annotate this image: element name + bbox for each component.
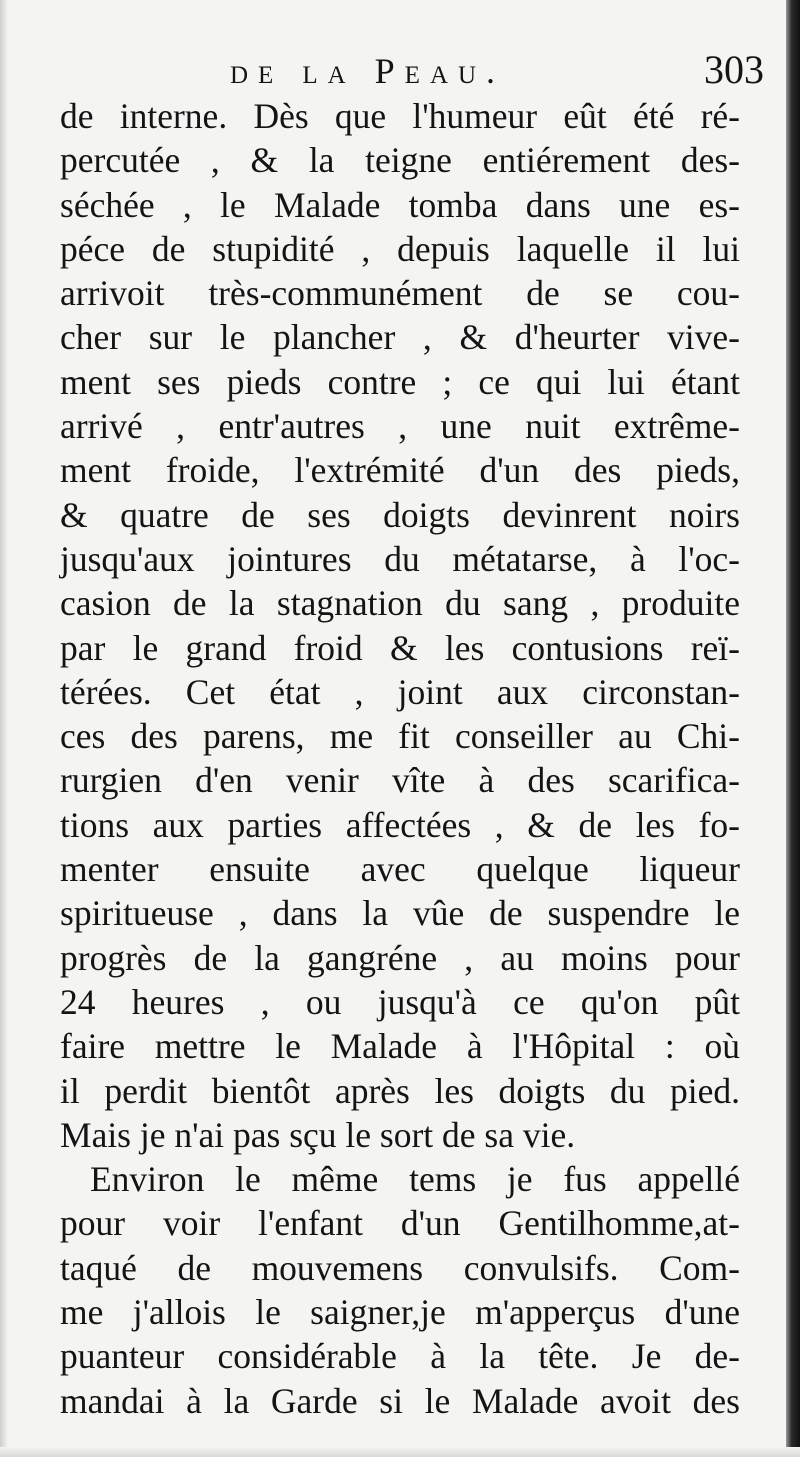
text-line: progrès de la gangréne , au moins pour [60, 937, 740, 978]
text-line: ment ses pieds contre ; ce qui lui étant [60, 361, 740, 402]
page-bottom-shadow [0, 1447, 800, 1457]
text-line: arrivé , entr'autres , une nuit extrême- [60, 406, 740, 447]
paragraph-start-line: Environ le même tems je fus appellé [90, 1159, 740, 1200]
text-line: puanteur considérable à la tête. Je de- [60, 1336, 740, 1377]
text-line: cher sur le plancher , & d'heurter vive- [60, 317, 740, 358]
page-number: 303 [704, 47, 764, 92]
text-line: ces des parens, me fit conseiller au Chi- [60, 716, 740, 757]
text-line: pour voir l'enfant d'un Gentilhomme,at- [60, 1203, 740, 1244]
text-line: taqué de mouvemens convulsifs. Com- [60, 1247, 740, 1288]
body-text [60, 94, 740, 1423]
text-line: mandai à la Garde si le Malade avoit des [60, 1380, 740, 1421]
text-line: par le grand froid & les contusions reï- [60, 627, 740, 668]
paragraph-end-line: Mais je n'ai pas sçu le sort de sa vie. [60, 1114, 576, 1155]
text-line: ment froide, l'extrémité d'un des pieds, [60, 450, 740, 491]
text-line: casion de la stagnation du sang , produite [60, 583, 740, 624]
text-line: & quatre de ses doigts devinrent noirs [60, 494, 740, 535]
text-line: séchée , le Malade tomba dans une es- [60, 184, 740, 225]
text-line: menter ensuite avec quelque liqueur [60, 849, 740, 890]
text-line: 24 heures , ou jusqu'à ce qu'on pût [60, 981, 740, 1022]
text-line: faire mettre le Malade à l'Hôpital : où [60, 1026, 740, 1067]
page-binding-edge [786, 0, 800, 1457]
text-line: arrivoit très-communément de se cou- [60, 273, 740, 314]
text-line: spiritueuse , dans la vûe de suspendre le [60, 893, 740, 934]
text-line: me j'allois le saigner,je m'apperçus d'une [60, 1292, 740, 1333]
text-line: rurgien d'en venir vîte à des scarifica- [60, 760, 740, 801]
text-line: jusqu'aux jointures du métatarse, à l'oc- [60, 538, 740, 579]
page-left-shadow [0, 0, 8, 1457]
text-line: percutée , & la teigne entiérement des- [60, 140, 740, 181]
text-line: tions aux parties affectées , & de les fo- [60, 804, 740, 845]
text-line: il perdit bientôt après les doigts du pied. [60, 1070, 740, 1111]
text-line: térées. Cet état , joint aux circonstan- [60, 671, 740, 712]
text-line: péce de stupidité , depuis laquelle il lui [60, 228, 740, 269]
text-line: de interne. Dès que l'humeur eût été ré- [60, 96, 740, 136]
page-header [60, 44, 764, 94]
running-head: de la Peau. [230, 51, 506, 91]
